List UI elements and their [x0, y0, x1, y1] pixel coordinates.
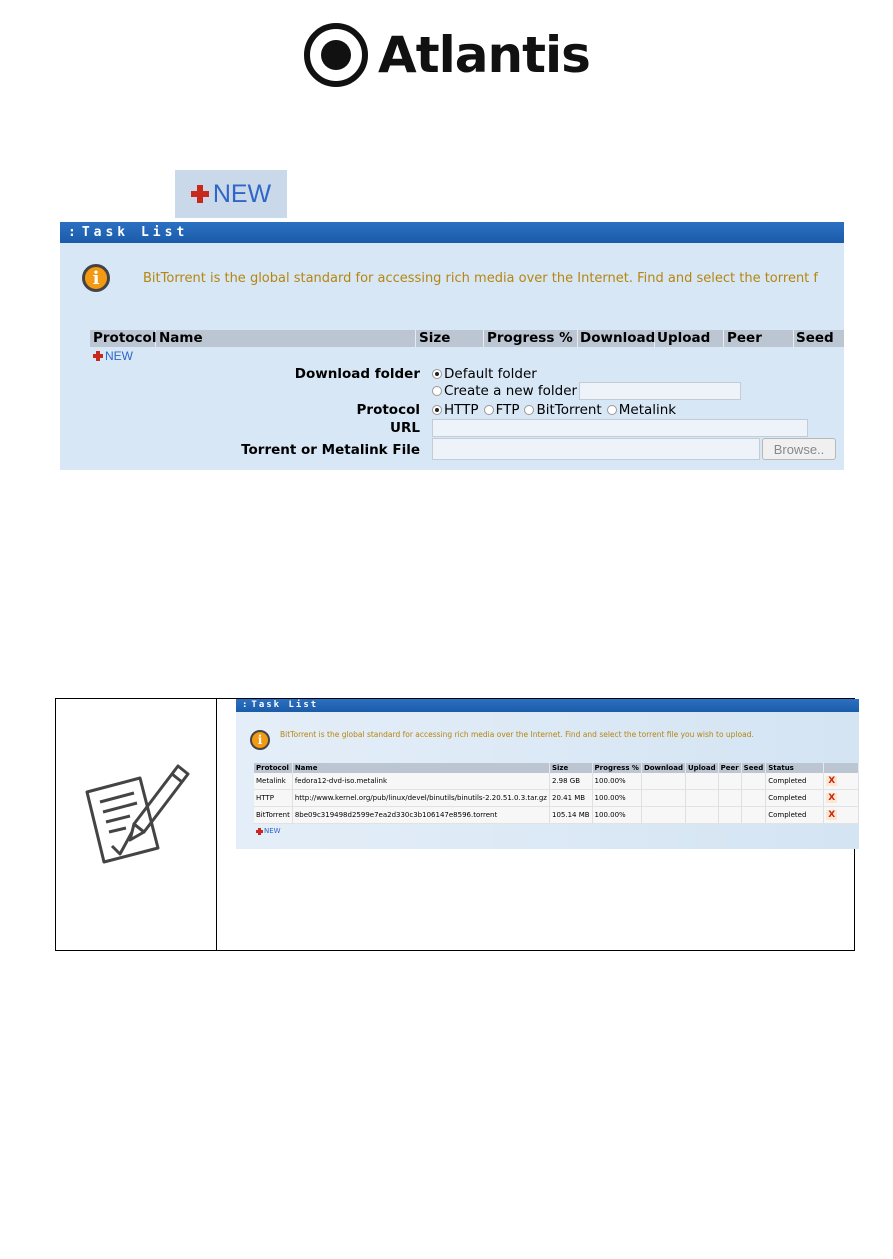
panel-title-bar: : Task List — [236, 699, 859, 712]
col-size: Size — [549, 763, 592, 773]
delete-icon[interactable]: X — [828, 810, 836, 820]
file-label: Torrent or Metalink File — [241, 442, 420, 458]
col-download: Download — [641, 763, 685, 773]
protocol-ftp-radio[interactable] — [484, 405, 494, 415]
new-link-label: NEW — [105, 349, 133, 363]
task-list-panel — [60, 222, 844, 470]
task-list-panel-completed — [236, 699, 859, 849]
info-icon: i — [82, 264, 110, 292]
col-name: Name — [292, 763, 549, 773]
new-button-label: NEW — [212, 179, 272, 208]
new-task-button[interactable] — [175, 170, 287, 218]
task-table-header — [90, 330, 844, 347]
panel-title-bar: : Task List — [60, 222, 844, 243]
browse-button[interactable]: Browse.. — [762, 438, 836, 460]
col-upload: Upload — [685, 763, 718, 773]
plus-icon — [191, 185, 209, 203]
col-upload: Upload — [654, 330, 724, 347]
table-header-row — [254, 763, 859, 773]
new-task-link[interactable] — [256, 827, 281, 835]
col-name: Name — [156, 330, 416, 347]
url-input[interactable] — [432, 419, 808, 437]
table-row: HTTP http://www.kernel.org/pub/linux/devel/binutils/binutils-2.20.51.0.3.tar.gz 20.41 MB 100.00% Completed X — [254, 790, 859, 807]
col-seed: Seed — [741, 763, 766, 773]
default-folder-radio[interactable]: Default folder — [432, 366, 537, 382]
create-folder-radio[interactable]: Create a new folder — [432, 383, 577, 399]
col-seed: Seed — [796, 330, 834, 346]
task-table — [254, 763, 859, 824]
col-size: Size — [416, 330, 484, 347]
col-download: Download — [577, 330, 655, 347]
new-task-link[interactable] — [93, 349, 133, 363]
note-divider — [216, 699, 217, 950]
col-delete — [824, 763, 859, 773]
info-icon: i — [250, 730, 270, 750]
panel-title: Task List — [81, 225, 189, 240]
atlantis-logo — [304, 20, 590, 90]
info-message — [82, 264, 818, 292]
info-text: BitTorrent is the global standard for accessing rich media over the Internet. Find and select the torrent file you wish to upload. — [280, 730, 754, 739]
table-row: BitTorrent 8be09c319498d2599e7ea2d330c3b106147e8596.torrent 105.14 MB 100.00% Completed X — [254, 807, 859, 824]
info-text: BitTorrent is the global standard for accessing rich media over the Internet. Find and select the torrent f — [143, 270, 818, 286]
logo-text: Atlantis — [378, 26, 590, 84]
new-link-label: NEW — [264, 827, 281, 835]
protocol-label: Protocol — [356, 402, 420, 418]
col-peer: Peer — [718, 763, 741, 773]
col-progress: Progress % — [484, 330, 578, 347]
col-protocol: Protocol — [254, 763, 292, 773]
url-label: URL — [390, 420, 420, 436]
file-path-input[interactable] — [432, 438, 760, 460]
download-folder-label: Download folder — [294, 366, 420, 382]
protocol-metalink-radio[interactable] — [607, 405, 617, 415]
protocol-http-radio[interactable] — [432, 405, 442, 415]
protocol-bittorrent-radio[interactable] — [524, 405, 534, 415]
col-peer: Peer — [724, 330, 794, 347]
note-pencil-icon — [82, 764, 192, 864]
new-folder-input[interactable] — [579, 382, 741, 400]
panel-title: Task List — [251, 700, 319, 710]
delete-icon[interactable]: X — [828, 793, 836, 803]
col-progress: Progress % — [592, 763, 641, 773]
table-row: Metalink fedora12-dvd-iso.metalink 2.98 GB 100.00% Completed X — [254, 773, 859, 790]
logo-mark-icon — [304, 23, 368, 87]
delete-icon[interactable]: X — [828, 776, 836, 786]
note-box — [55, 698, 855, 951]
plus-icon — [256, 828, 263, 835]
protocol-radio-group: HTTP FTP BitTorrent Metalink — [432, 402, 676, 418]
col-protocol: Protocol — [90, 330, 156, 347]
col-status: Status — [766, 763, 824, 773]
plus-icon — [93, 351, 103, 361]
